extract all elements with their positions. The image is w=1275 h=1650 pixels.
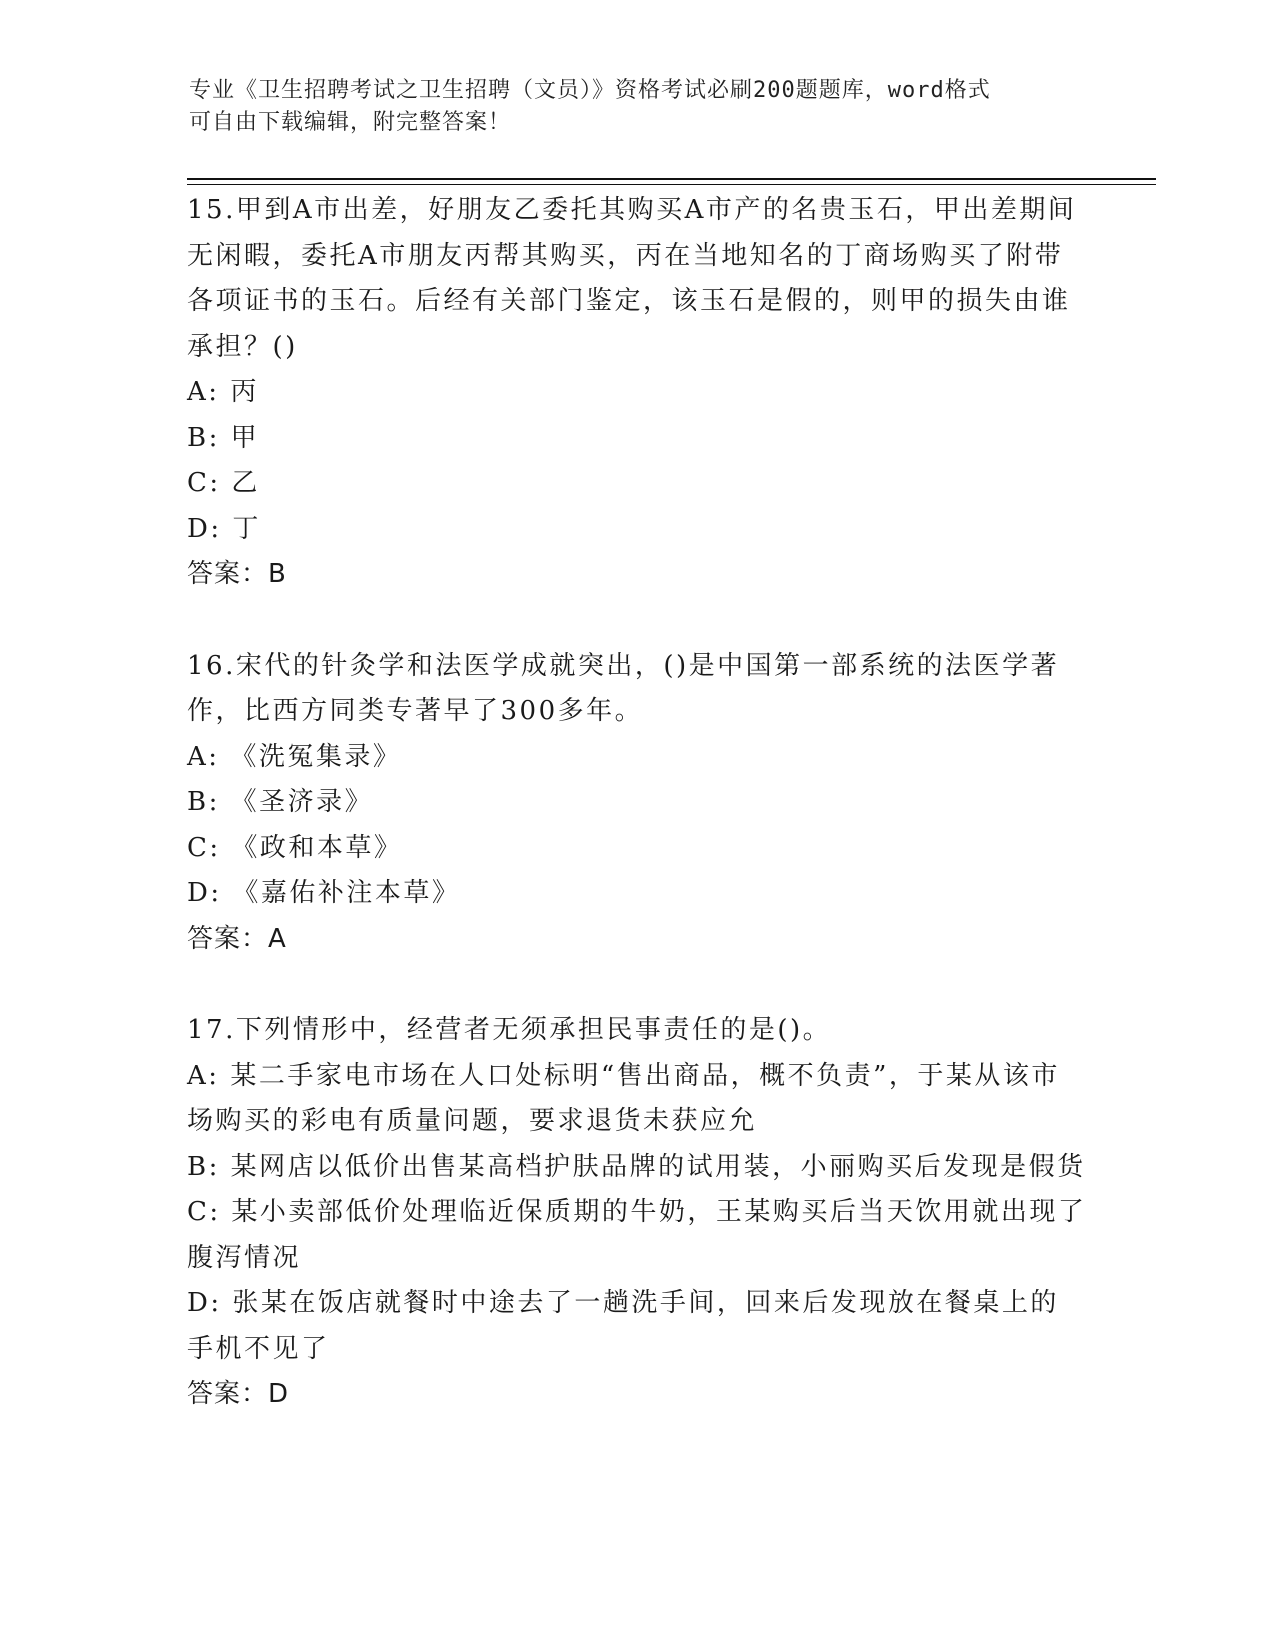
- option-c: [187, 1190, 1087, 1281]
- option-d: [187, 507, 1087, 553]
- option-text: 《圣济录》: [230, 787, 374, 817]
- question-stem: 15.甲到A市出差，好朋友乙委托其购买A市产的名贵玉石，甲出差期间无闲暇，委托A市朋友丙帮其购买，丙在当地知名的丁商场购买了附带各项证书的玉石。后经有关部门鉴定，该玉石是假的，则甲的损失由谁承担？(): [187, 195, 1077, 362]
- option-label: B:: [187, 422, 220, 453]
- option-a: [187, 735, 1087, 781]
- option-text: 《嘉佑补注本草》: [232, 878, 461, 908]
- answer: 答案：D: [187, 1379, 290, 1409]
- option-label: D:: [187, 1288, 222, 1318]
- option-label: A:: [187, 377, 220, 407]
- question-16: [187, 644, 1087, 963]
- option-b: [187, 1145, 1087, 1191]
- option-text: 丁: [232, 513, 261, 544]
- option-label: A:: [187, 741, 220, 772]
- header-divider-thick: [187, 178, 1156, 180]
- option-text: 《政和本草》: [231, 832, 403, 863]
- option-a: [187, 1054, 1087, 1145]
- option-label: D:: [187, 513, 222, 544]
- question-stem: 16.宋代的针灸学和法医学成就突出，()是中国第一部系统的法医学著作，比西方同类专著早了300多年。: [187, 650, 1060, 726]
- option-label: B:: [187, 787, 220, 817]
- question-17: [187, 1008, 1087, 1418]
- question-15: [187, 188, 1087, 598]
- option-text: 丙: [230, 377, 259, 407]
- option-text: 乙: [231, 468, 260, 498]
- header-line-1: 专业《卫生招聘考试之卫生招聘（文员）》资格考试必刷200题题库，word格式: [189, 78, 991, 103]
- option-text: 《洗冤集录》: [230, 741, 402, 772]
- option-text: 甲: [230, 422, 260, 453]
- option-b: [187, 416, 1087, 462]
- option-text: 某二手家电市场在人口处标明“售出商品，概不负责”，于某从该市场购买的彩电有质量问题，要求退货未获应允: [187, 1060, 1060, 1136]
- option-label: C:: [187, 832, 221, 863]
- option-label: C:: [187, 468, 221, 498]
- question-stem: 17.下列情形中，经营者无须承担民事责任的是()。: [187, 1015, 832, 1045]
- answer: 答案：A: [187, 923, 287, 954]
- option-c: [187, 826, 1087, 872]
- option-text: 某小卖部低价处理临近保质期的牛奶，王某购买后当天饮用就出现了腹泻情况: [187, 1197, 1087, 1273]
- question-list: [187, 188, 1087, 1464]
- option-a: [187, 370, 1087, 416]
- option-c: [187, 461, 1087, 507]
- option-label: D:: [187, 878, 222, 908]
- option-label: C:: [187, 1197, 221, 1227]
- option-b: [187, 780, 1087, 826]
- option-d: [187, 871, 1087, 917]
- answer: 答案：B: [187, 559, 287, 589]
- option-text: 某网店以低价出售某高档护肤品牌的试用装，小丽购买后发现是假货: [230, 1151, 1086, 1182]
- header-line-2: 可自由下载编辑，附完整答案！: [189, 110, 512, 135]
- header-divider-thin: [187, 184, 1156, 185]
- option-d: [187, 1281, 1087, 1372]
- option-label: A:: [187, 1060, 220, 1091]
- document-header: [189, 75, 1069, 139]
- option-text: 张某在饭店就餐时中途去了一趟洗手间，回来后发现放在餐桌上的手机不见了: [187, 1288, 1059, 1364]
- option-label: B:: [187, 1151, 220, 1182]
